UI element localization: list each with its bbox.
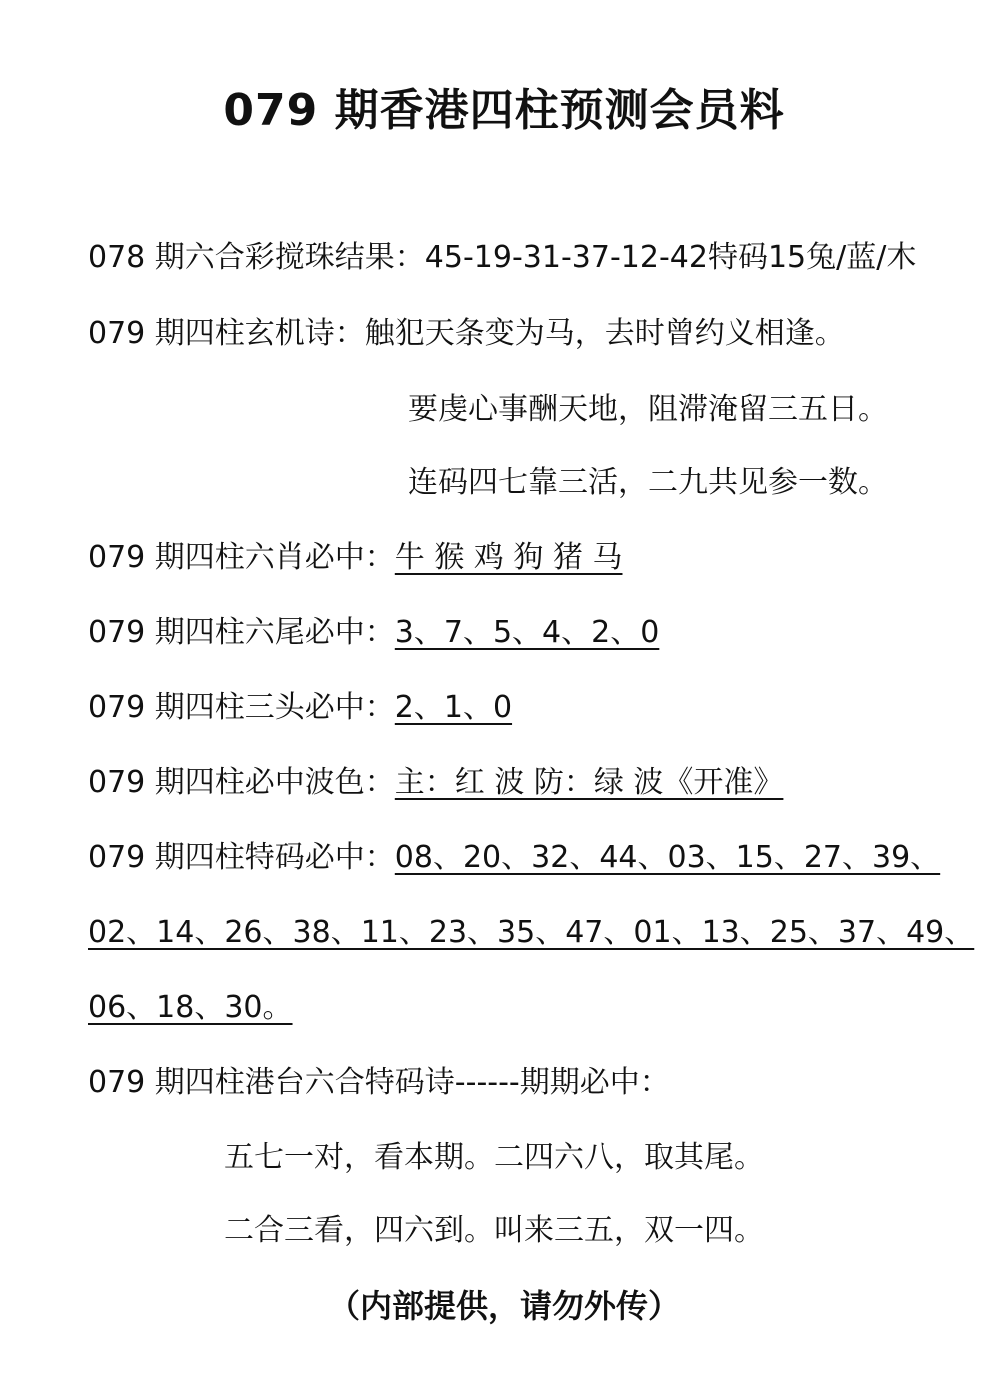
zodiac-value: 牛 猴 鸡 狗 猪 马 [394, 540, 623, 575]
heads-value: 2、1、0 [394, 690, 513, 725]
gangtai-label: 079 期四柱港台六合特码诗------期期必中： [88, 1065, 670, 1100]
result-line [88, 238, 916, 278]
special-line-2 [88, 913, 974, 953]
special-line-3 [88, 988, 293, 1028]
gangtai-text-1: 五七一对，看本期。二四六八，取其尾。 [224, 1140, 764, 1175]
poem-text-3: 连码四七靠三活，二九共见参一数。 [408, 465, 888, 500]
special-numbers-3: 06、18、30。 [88, 990, 293, 1025]
wave-label: 079 期四柱必中波色： [88, 765, 395, 800]
special-numbers-2: 02、14、26、38、11、23、35、47、01、13、25、37、49、 [88, 915, 975, 950]
poem-text-2: 要虔心事酬天地，阻滞淹留三五日。 [408, 392, 888, 427]
result-label: 078 期六合彩搅珠结果： [88, 240, 425, 275]
special-numbers-1: 08、20、32、44、03、15、27、39、 [394, 840, 941, 875]
heads-label: 079 期四柱三头必中： [88, 690, 395, 725]
gangtai-line [88, 1063, 670, 1103]
special-label: 079 期四柱特码必中： [88, 840, 395, 875]
tails-value: 3、7、5、4、2、0 [394, 615, 660, 650]
poem-label: 079 期四柱玄机诗： [88, 316, 365, 351]
result-value: 45-19-31-37-12-42特码15兔/蓝/木 [424, 240, 917, 275]
poem-text-1: 触犯天条变为马，去时曾约义相逢。 [364, 316, 845, 351]
poem-line-1 [88, 314, 845, 354]
tails-line [88, 613, 659, 653]
wave-value: 主：红 波 防：绿 波《开准》 [394, 765, 784, 800]
page-title: 079 期香港四柱预测会员料 [223, 85, 785, 136]
gangtai-text-2: 二合三看，四六到。叫来三五，双一四。 [224, 1213, 764, 1248]
wave-line [88, 763, 783, 803]
zodiac-label: 079 期四柱六肖必中： [88, 540, 395, 575]
tails-label: 079 期四柱六尾必中： [88, 615, 395, 650]
special-line-1 [88, 838, 940, 878]
footer-note: （内部提供，请勿外传） [327, 1287, 680, 1325]
zodiac-line [88, 538, 622, 578]
heads-line [88, 688, 512, 728]
